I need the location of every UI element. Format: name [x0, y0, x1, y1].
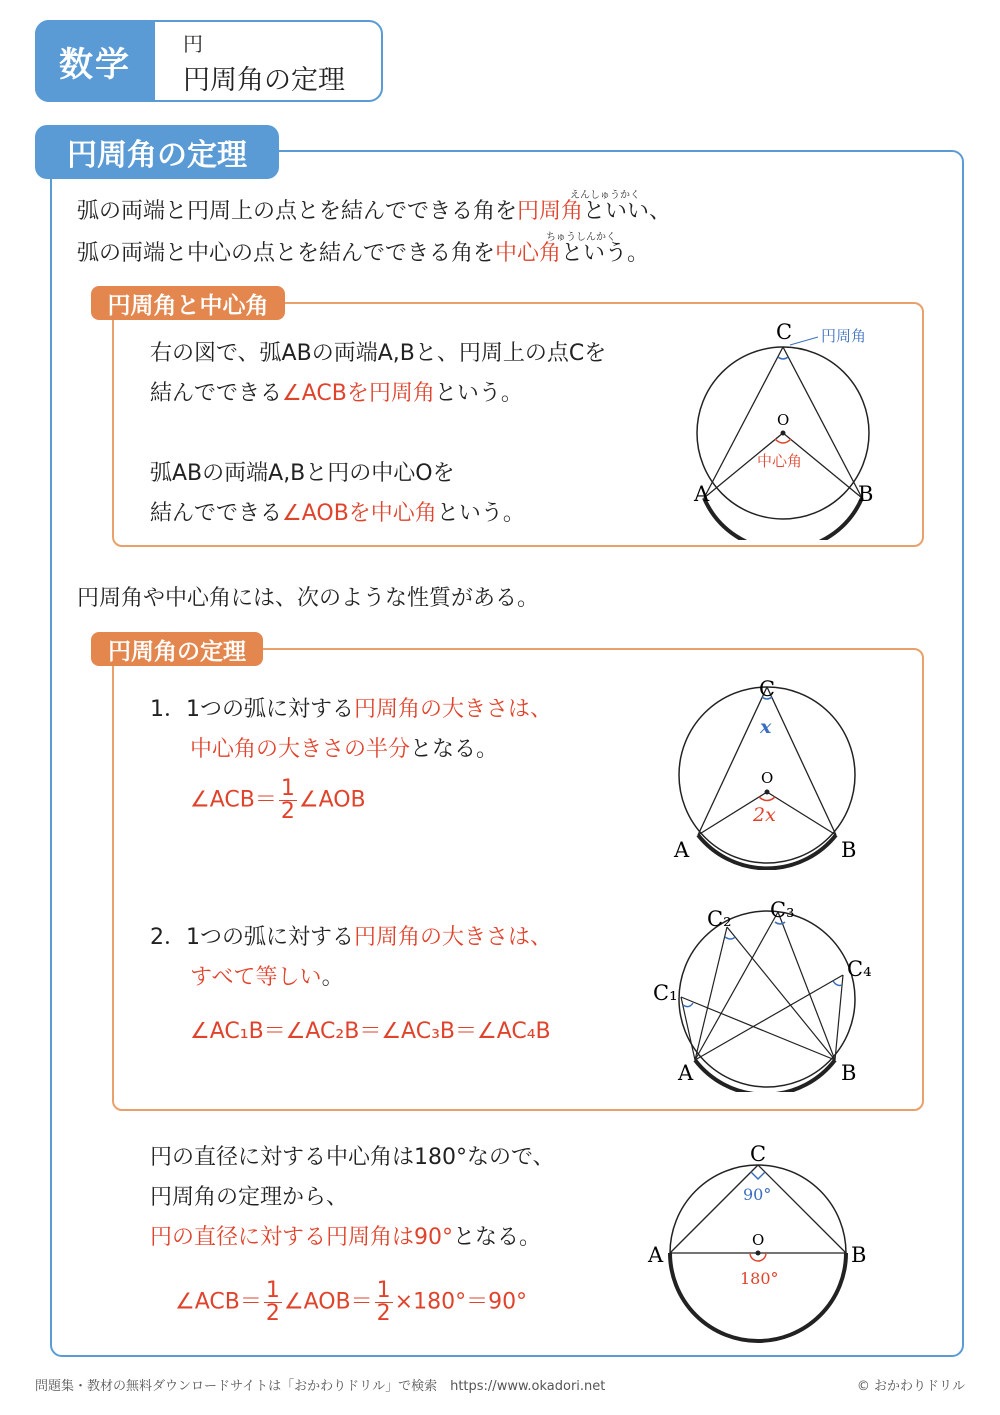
- label-b: B: [841, 1061, 857, 1085]
- diameter-line2: 円周角の定理から、: [150, 1185, 349, 1210]
- figure-diameter: [640, 1140, 880, 1345]
- diameter-line3: 円の直径に対する円周角は90°となる。: [150, 1225, 542, 1250]
- item1-line2: 中心角の大きさの半分となる。: [190, 737, 499, 762]
- label-a: A: [674, 838, 690, 862]
- label-180: 180°: [740, 1269, 779, 1288]
- figure-theorem-1: [660, 675, 880, 870]
- label-90: 90°: [743, 1185, 772, 1204]
- box-title-theorem: 円周角の定理: [91, 632, 263, 666]
- label-c4: C₄: [847, 957, 872, 981]
- diameter-line1: 円の直径に対する中心角は180°なので、: [150, 1145, 555, 1170]
- box1-p1-line1: 右の図で、弧ABの両端A,Bと、円周上の点Cを: [150, 341, 607, 366]
- section-title: 円周角の定理: [35, 125, 279, 179]
- label-a: A: [648, 1243, 664, 1267]
- label-c2: C₂: [707, 907, 732, 931]
- intro-line-2: 弧の両端と中心の点とを結んでできる角を中心角という。: [77, 241, 650, 266]
- box1-p2-line1: 弧ABの両端A,Bと円の中心Oを: [150, 461, 455, 486]
- label-o: O: [752, 1231, 765, 1249]
- label-c: C: [750, 1142, 767, 1166]
- worksheet-title: 円周角の定理: [183, 65, 345, 96]
- label-x: x: [760, 716, 772, 738]
- subject-label: 数学: [35, 20, 155, 102]
- footer-copyright: © おかわりドリル: [856, 1379, 965, 1394]
- label-c1: C₁: [653, 981, 678, 1005]
- label-a: A: [678, 1061, 694, 1085]
- footer-site-text: 問題集・教材の無料ダウンロードサイトは「おかわりドリル」で検索 https://www.okadori.net: [35, 1379, 606, 1394]
- item2-line2: すべて等しい。: [190, 965, 344, 990]
- item2-line1: 2．1つの弧に対する円周角の大きさは、: [150, 925, 553, 950]
- label-c: C: [776, 320, 793, 344]
- item1-formula: ∠ACB＝ $\frac{1}{2}$ ∠AOB: [190, 776, 366, 824]
- label-o: O: [777, 411, 790, 429]
- label-2x: 2x: [753, 804, 776, 826]
- category-label: 円: [183, 32, 203, 56]
- diameter-formula: ∠ACB＝ $\frac{1}{2}$ ∠AOB＝ $\frac{1}{2}$ ×180°＝90°: [175, 1278, 528, 1326]
- intro-line-1: 弧の両端と円周上の点とを結んでできる角を円周角といい、: [77, 199, 672, 224]
- box-title-inscribed-central: 円周角と中心角: [91, 286, 285, 320]
- label-c3: C₃: [770, 898, 795, 922]
- label-a: A: [694, 482, 710, 506]
- label-central-angle: 中心角: [757, 452, 803, 470]
- item2-formula: ∠AC₁B＝∠AC₂B＝∠AC₃B＝∠AC₄B: [190, 1019, 551, 1044]
- figure-inscribed-central: [680, 315, 910, 540]
- label-c: C: [759, 677, 776, 701]
- item1-line1: 1．1つの弧に対する円周角の大きさは、: [150, 697, 553, 722]
- label-b: B: [841, 838, 857, 862]
- ruby-enshuukaku: えんしゅうかく: [570, 190, 640, 201]
- box1-p1-line2: 結んでできる∠ACBを円周角という。: [150, 381, 523, 406]
- label-o: O: [761, 769, 774, 787]
- figure-theorem-2: [645, 897, 885, 1092]
- label-b: B: [851, 1243, 867, 1267]
- box1-p2-line2: 結んでできる∠AOBを中心角という。: [150, 501, 525, 526]
- ruby-chuushinkaku: ちゅうしんかく: [546, 232, 616, 243]
- label-inscribed-angle: 円周角: [821, 327, 867, 345]
- properties-intro: 円周角や中心角には、次のような性質がある。: [77, 586, 540, 611]
- label-b: B: [858, 482, 874, 506]
